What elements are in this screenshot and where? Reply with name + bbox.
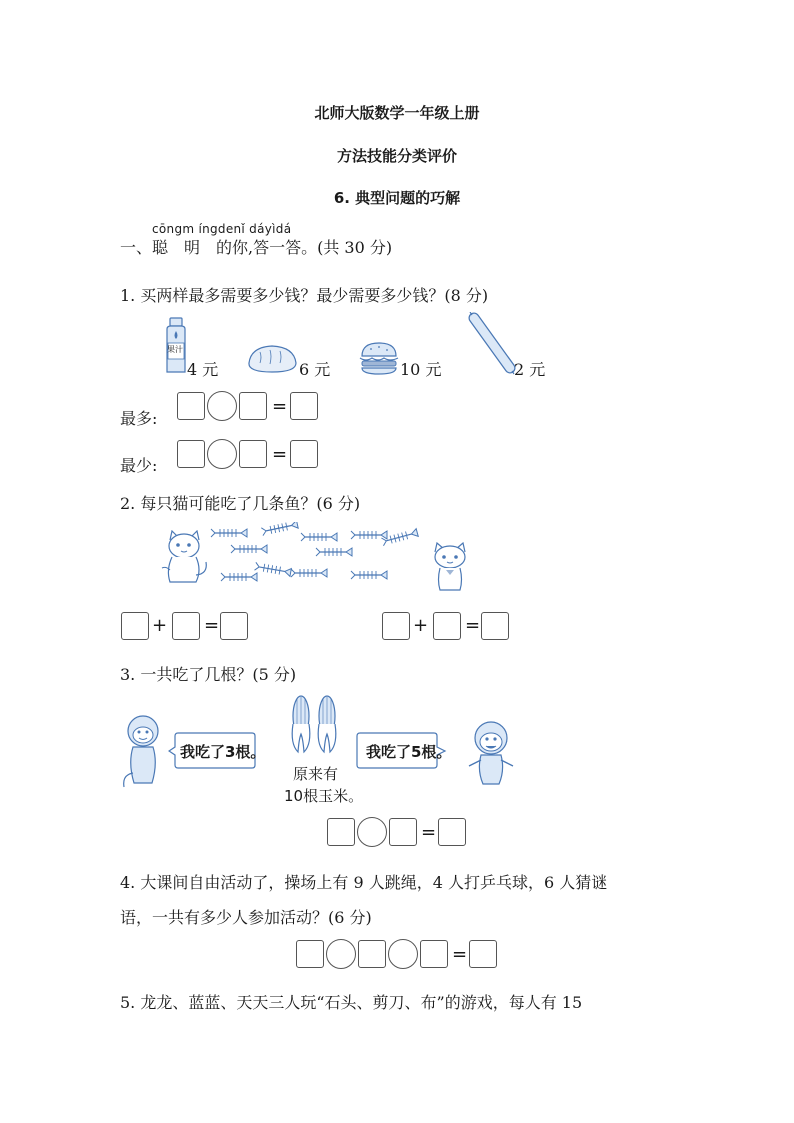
hamburger-price: 10 元: [400, 360, 442, 379]
operator-circle[interactable]: [326, 939, 356, 969]
question-4-line1: 4. 大课间自由活动了，操场上有 9 人跳绳，4 人打乒乓球，6 人猜谜: [120, 873, 608, 892]
operator-circle[interactable]: [357, 817, 387, 847]
equals-sign: =: [272, 396, 288, 417]
equals-sign: =: [452, 944, 468, 965]
answer-box[interactable]: [177, 440, 205, 468]
hamburger-icon: [358, 341, 400, 376]
answer-box[interactable]: [239, 392, 267, 420]
answer-box[interactable]: [239, 440, 267, 468]
equals-sign: =: [421, 822, 437, 843]
juice-price: 4 元: [187, 360, 219, 379]
question-2-text: 2. 每只猫可能吃了几条鱼？(6 分): [120, 494, 361, 513]
answer-box[interactable]: [469, 940, 497, 968]
operator-circle[interactable]: [388, 939, 418, 969]
answer-box[interactable]: [433, 612, 461, 640]
corn-icon: [286, 694, 342, 756]
question-1-text: 1. 买两样最多需要多少钱？最少需要多少钱？(8 分): [120, 286, 489, 305]
fish-bones-group: [205, 522, 435, 592]
answer-box[interactable]: [358, 940, 386, 968]
answer-box[interactable]: [327, 818, 355, 846]
lesson-title: 6. 典型问题的巧解: [333, 189, 461, 207]
corn-caption-line2: 10根玉米。: [284, 787, 364, 805]
right-bubble-text: 我吃了5根。: [366, 743, 452, 761]
juice-label: 果汁: [167, 345, 183, 354]
equals-sign: =: [204, 615, 220, 636]
question-4-line2: 语，一共有多少人参加活动？(6 分): [120, 908, 372, 927]
answer-box[interactable]: [420, 940, 448, 968]
answer-box[interactable]: [481, 612, 509, 640]
cat-icon: [428, 542, 472, 592]
operator-circle[interactable]: [207, 391, 237, 421]
left-bubble-text: 我吃了3根。: [180, 743, 266, 761]
min-label: 最少:: [120, 456, 158, 475]
section-pinyin: cōngm íngdenǐ dáyìdá: [152, 222, 292, 236]
answer-box[interactable]: [389, 818, 417, 846]
equals-sign: =: [465, 615, 481, 636]
monkey-icon: [465, 720, 517, 790]
answer-box[interactable]: [296, 940, 324, 968]
answer-box[interactable]: [177, 392, 205, 420]
answer-box[interactable]: [290, 392, 318, 420]
sausage-icon: [468, 312, 518, 376]
cat-icon: [160, 530, 210, 586]
book-title: 北师大版数学一年级上册: [314, 104, 480, 122]
monkey-icon: [118, 713, 168, 791]
question-3-text: 3. 一共吃了几根？(5 分): [120, 665, 297, 684]
corn-caption-line1: 原来有: [293, 765, 339, 783]
section-heading: 一、聪 明 的你,答一答。(共 30 分): [120, 238, 393, 257]
equals-sign: =: [272, 444, 288, 465]
question-5-line1: 5. 龙龙、蓝蓝、天天三人玩“石头、剪刀、布”的游戏，每人有 15: [120, 993, 583, 1012]
bread-icon: [246, 343, 298, 375]
answer-box[interactable]: [220, 612, 248, 640]
sausage-price: 2 元: [514, 360, 546, 379]
operator-circle[interactable]: [207, 439, 237, 469]
answer-box[interactable]: [121, 612, 149, 640]
chapter-title: 方法技能分类评价: [336, 147, 457, 165]
answer-box[interactable]: [438, 818, 466, 846]
bread-price: 6 元: [299, 360, 331, 379]
answer-box[interactable]: [172, 612, 200, 640]
answer-box[interactable]: [290, 440, 318, 468]
max-label: 最多:: [120, 409, 158, 428]
plus-sign: +: [152, 615, 168, 636]
answer-box[interactable]: [382, 612, 410, 640]
plus-sign: +: [413, 615, 429, 636]
